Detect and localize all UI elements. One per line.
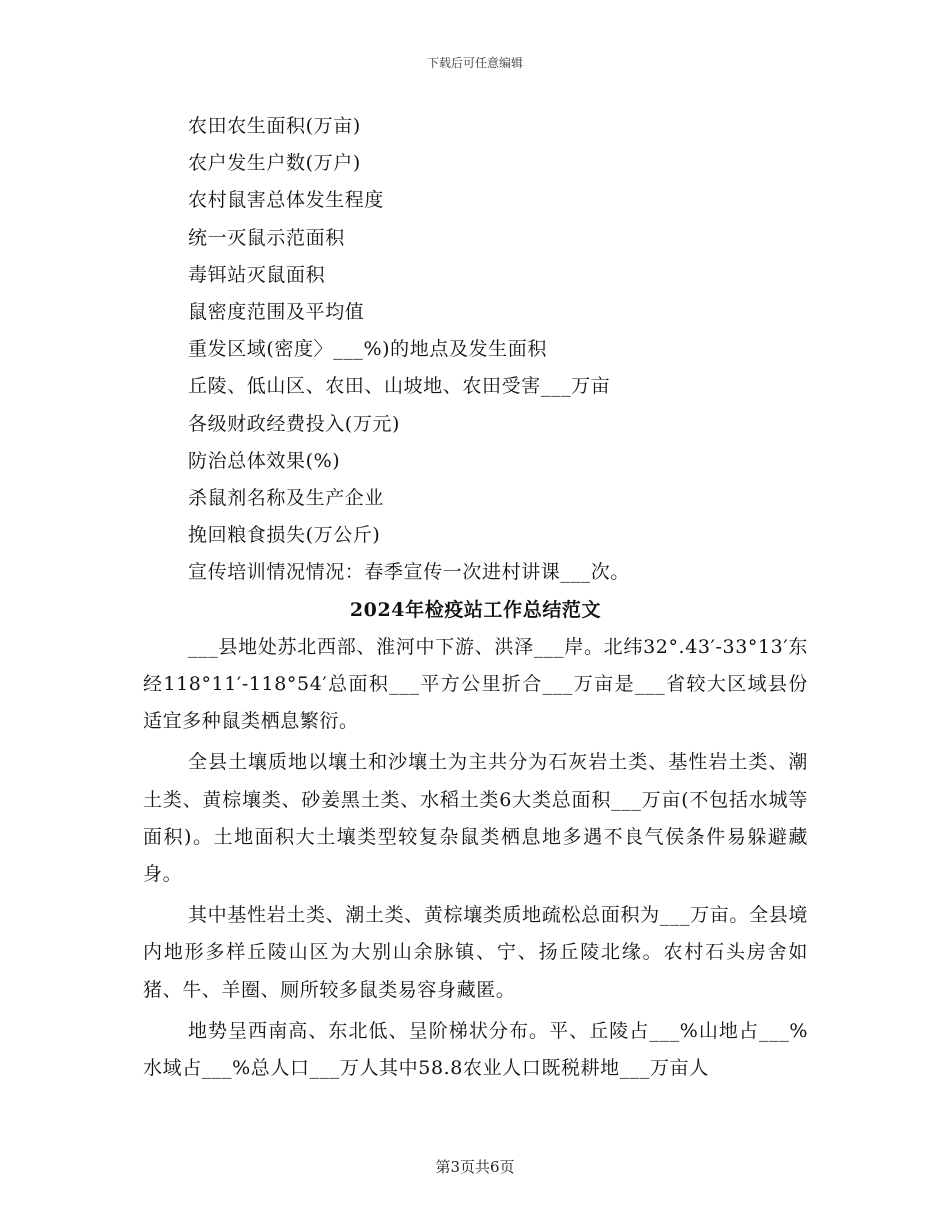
list-item: 农村鼠害总体发生程度	[188, 189, 385, 212]
document-body	[143, 108, 808, 1087]
list-item: 各级财政经费投入(万元)	[188, 412, 401, 435]
list-item: 防治总体效果(%)	[188, 449, 341, 472]
list-item: 宣传培训情况情况：春季宣传一次进村讲课___次。	[188, 561, 630, 584]
list-item: 挽回粮食损失(万公斤)	[188, 524, 381, 547]
section-title: 2024年检疫站工作总结范文	[349, 598, 602, 621]
paragraph: 地势呈西南高、东北低、呈阶梯状分布。平、丘陵占___%山地占___%水域占___%总人口___万人其中58.8农业人口既税耕地___万亩人	[143, 1019, 808, 1080]
list-item: 统一灭鼠示范面积	[188, 226, 345, 249]
paragraph: 全县土壤质地以壤土和沙壤土为主共分为石灰岩土类、基性岩土类、潮土类、黄棕壤类、砂姜黑土类、水稻土类6大类总面积___万亩(不包括水城等面积)。土地面积大土壤类型较复杂鼠类栖息地多遇不良气侯条件易躲避藏身。	[143, 751, 808, 886]
list-item: 鼠密度范围及平均值	[188, 301, 365, 324]
list-item: 重发区域(密度〉___%)的地点及发生面积	[188, 338, 547, 361]
page-number: 第3页共6页	[435, 1158, 515, 1176]
paragraph: ___县地处苏北西部、淮河中下游、洪泽___岸。北纬32°.43′-33°13′东经118°11′-118°54′总面积___平方公里折合___万亩是___省较大区域县份适宜多种鼠类栖息繁衍。	[143, 635, 808, 733]
paragraph: 其中基性岩土类、潮土类、黄棕壤类质地疏松总面积为___万亩。全县境内地形多样丘陵山区为大别山余脉镇、宁、扬丘陵北缘。农村石头房舍如猪、牛、羊圈、厕所较多鼠类易容身藏匿。	[143, 904, 808, 1001]
list-item: 农田农生面积(万亩)	[188, 115, 361, 137]
list-item: 农户发生户数(万户)	[188, 152, 361, 175]
list-item: 杀鼠剂名称及生产企业	[188, 487, 385, 510]
list-item: 丘陵、低山区、农田、山坡地、农田受害___万亩	[188, 375, 611, 398]
list-item: 毒铒站灭鼠面积	[188, 263, 326, 286]
page-header: 下载后可任意编辑	[426, 56, 523, 70]
